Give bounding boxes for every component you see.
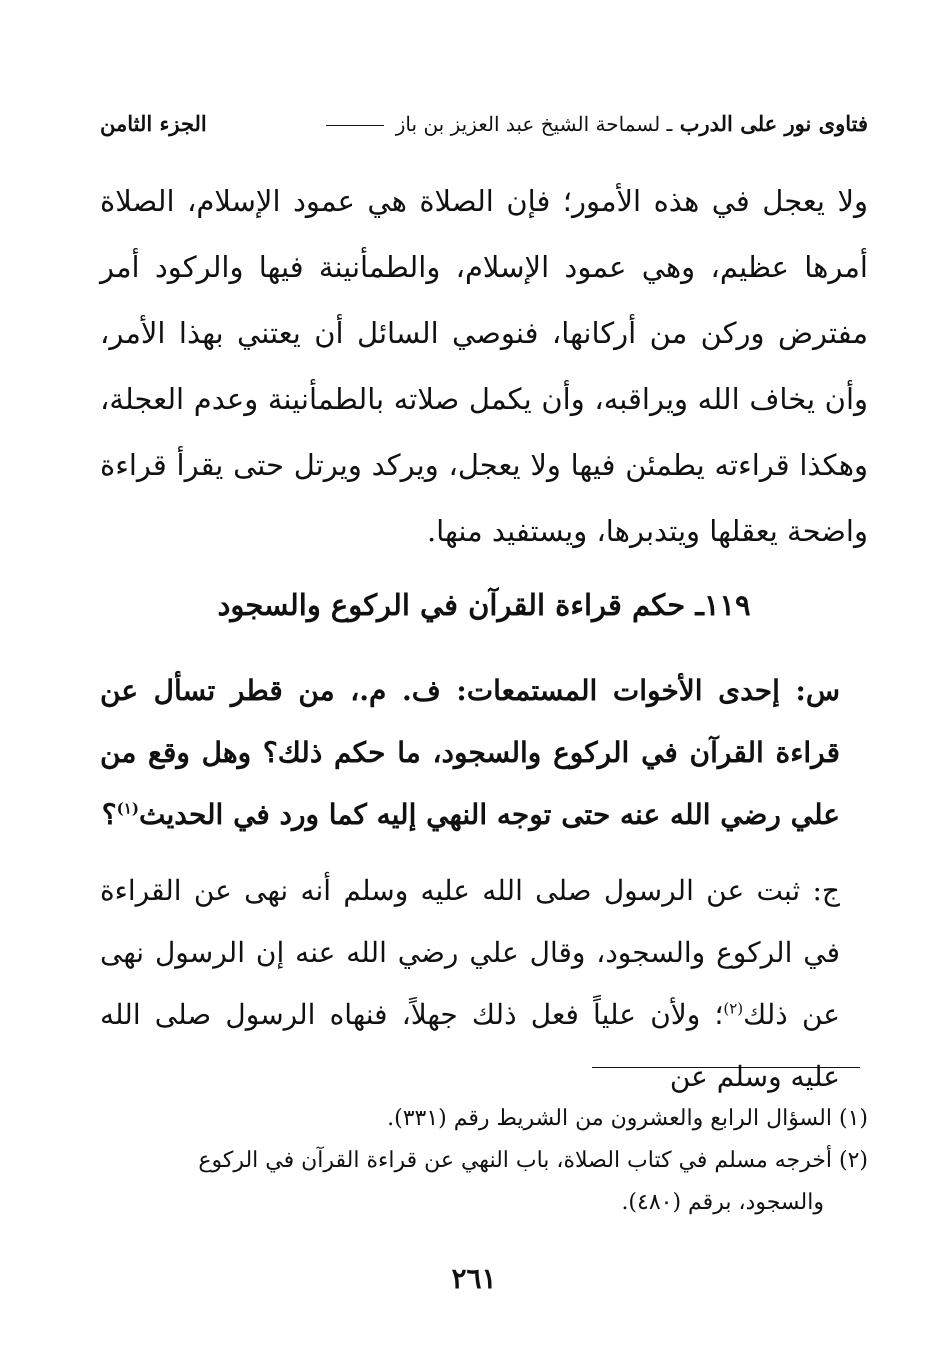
footnote-2: (٢) أخرجه مسلم في كتاب الصلاة، باب النهي عن قراءة القرآن في الركوع [198, 1148, 868, 1173]
footnote-separator [592, 1067, 860, 1068]
answer-text-part1: ج: ثبت عن الرسول صلى الله عليه وسلم أنه نهى عن القراءة في الركوع والسجود، وقال علي رضي الله عنه إن الرسول نهى عن ذلك [100, 874, 840, 1031]
answer-text-part2: ؛ ولأن علياً فعل ذلك جهلاً، فنهاه الرسول صلى الله عليه وسلم عن [100, 998, 840, 1093]
book-title: فتاوى نور على الدرب [679, 111, 868, 136]
author-name: ـ لسماحة الشيخ عبد العزيز بن باز [395, 112, 673, 136]
footnote-ref-2[interactable]: (٢) [723, 999, 744, 1018]
footnote-ref-1[interactable]: (١) [116, 799, 139, 818]
header-rule [326, 125, 384, 126]
footnote-1: (١) السؤال الرابع والعشرون من الشريط رقم (٣٣١). [387, 1106, 868, 1131]
footnote-2-continuation: والسجود، برقم (٤٨٠). [621, 1190, 824, 1215]
page-number: ٢٦١ [451, 1262, 497, 1295]
section-heading: ١١٩ـ حكم قراءة القرآن في الركوع والسجود [217, 588, 751, 622]
header-title-block [322, 106, 868, 142]
intro-paragraph [100, 168, 868, 564]
running-header [100, 106, 868, 142]
footnotes [100, 1098, 868, 1224]
answer-block [100, 860, 840, 1108]
intro-paragraph-text: ولا يعجل في هذه الأمور؛ فإن الصلاة هي عمود الإسلام، الصلاة أمرها عظيم، وهي عمود الإسلام، والطمأنينة فيها والركود أمر مفترض وركن من أركانها، فنوصي السائل أن يعتني بهذا الأمر، وأن يخاف الله ويراقبه، وأن يكمل صلاته بالطمأنينة وعدم العجلة، وهكذا قراءته يطمئن فيها ولا يعجل، ويركد ويرتل حتى يقرأ قراءة واضحة يعقلها ويتدبرها، ويستفيد منها. [100, 184, 868, 548]
question-block [100, 660, 840, 846]
question-text: س: إحدى الأخوات المستمعات: ف. م.، من قطر تسأل عن قراءة القرآن في الركوع والسجود، ما حكم ذلك؟ وهل وقع من علي رضي الله عنه حتى توجه النهي إليه كما ورد في الحديث [100, 674, 840, 831]
question-end: ؟ [101, 798, 117, 831]
volume-label: الجزء الثامن [100, 111, 207, 136]
